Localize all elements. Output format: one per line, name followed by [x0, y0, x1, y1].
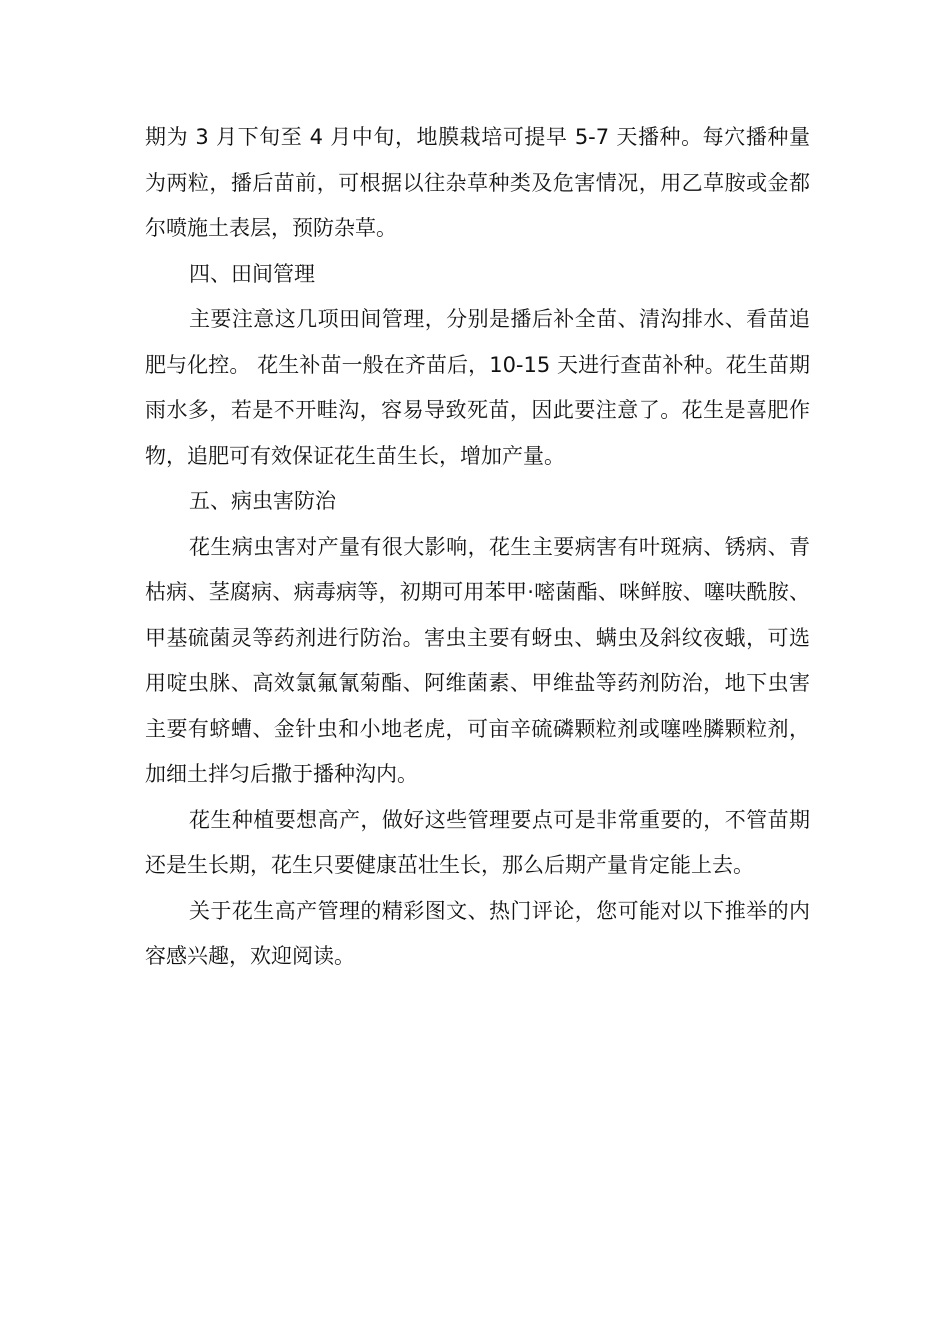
paragraph-conclusion: 花生种植要想高产，做好这些管理要点可是非常重要的，不管苗期还是生长期，花生只要健康茁壮生长，那么后期产量肯定能上去。 [145, 807, 810, 877]
document-body [145, 115, 810, 980]
paragraph-field-management: 主要注意这几项田间管理，分别是播后补全苗、清沟排水、看苗追肥与化控。 花生补苗一般在齐苗后，10-15 天进行查苗补种。花生苗期雨水多，若是不开畦沟，容易导致死苗，因此要注意了。花生是喜肥作物，追肥可有效保证花生苗生长，增加产量。 [145, 307, 810, 468]
paragraph-pest-control: 花生病虫害对产量有很大影响，花生主要病害有叶斑病、锈病、青枯病、茎腐病、病毒病等，初期可用苯甲·嘧菌酯、咪鲜胺、噻呋酰胺、甲基硫菌灵等药剂进行防治。害虫主要有蚜虫、螨虫及斜纹夜蛾，可选用啶虫脒、高效氯氟氰菊酯、阿维菌素、甲维盐等药剂防治，地下虫害主要有蛴螬、金针虫和小地老虎，可亩辛硫磷颗粒剂或噻唑膦颗粒剂，加细土拌匀后撒于播种沟内。 [145, 534, 810, 786]
section-heading-pest-control: 五、病虫害防治 [189, 489, 336, 513]
paragraph-recommendation: 关于花生高产管理的精彩图文、热门评论，您可能对以下推举的内容感兴趣，欢迎阅读。 [145, 898, 810, 968]
paragraph-planting-time: 期为 3 月下旬至 4 月中旬，地膜栽培可提早 5-7 天播种。每穴播种量为两粒，播后苗前，可根据以往杂草种类及危害情况，用乙草胺或金都尔喷施土表层，预防杂草。 [145, 125, 810, 240]
section-heading-field-management: 四、田间管理 [189, 261, 315, 286]
